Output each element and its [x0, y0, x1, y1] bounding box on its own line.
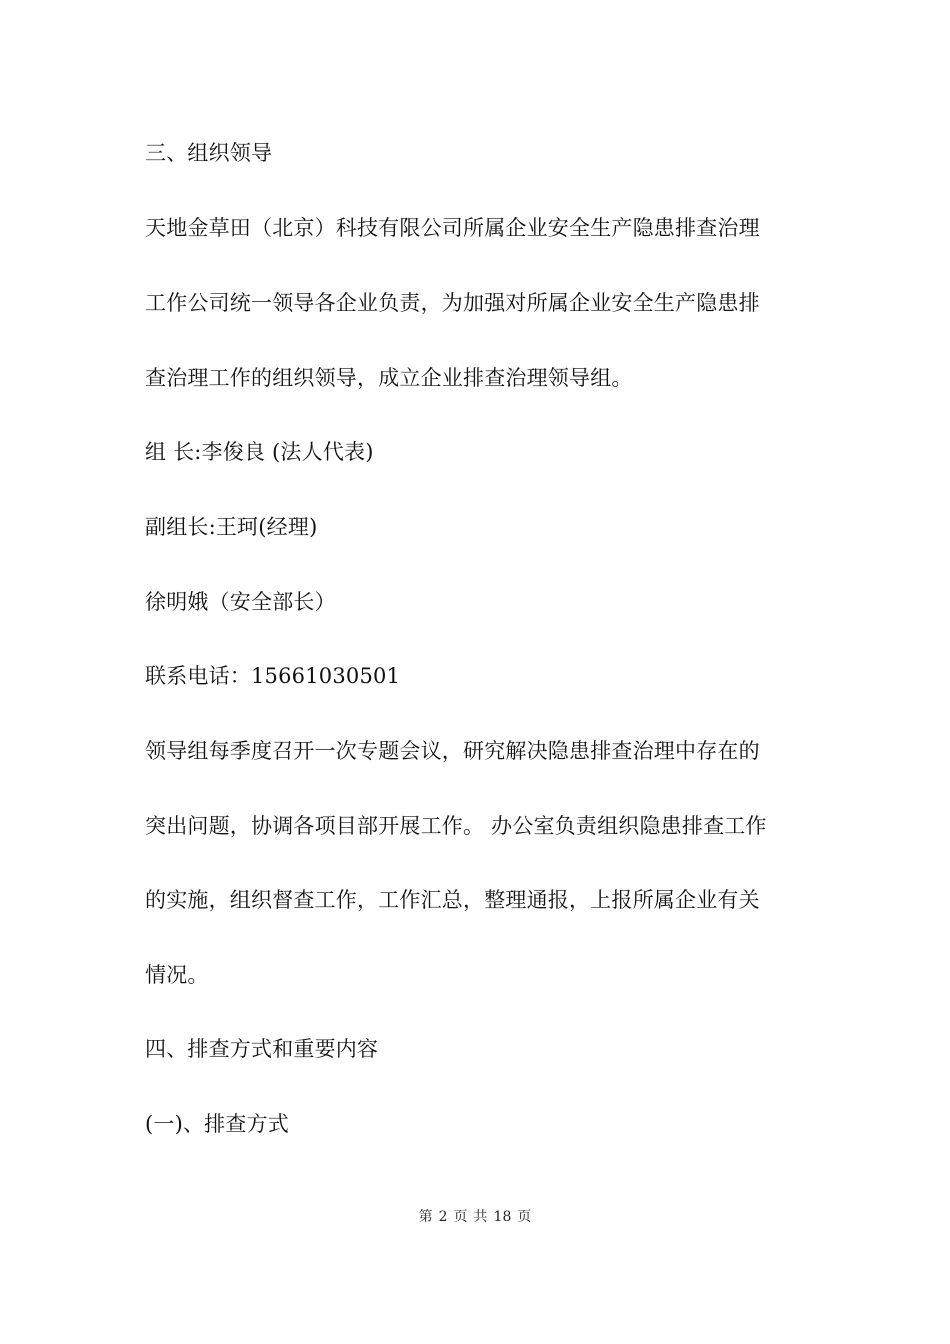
deputy-leader-line: 副组长:王珂(经理)	[145, 515, 318, 539]
leader-line: 组 长:李俊良 (法人代表)	[145, 440, 374, 464]
footer-mid2: 共	[473, 1209, 488, 1225]
paragraph-line: 领导组每季度召开一次专题会议，研究解决隐患排查治理中存在的	[145, 739, 760, 763]
footer-prefix: 第	[418, 1209, 433, 1225]
section-heading-organization: 三、组织领导	[145, 141, 273, 165]
paragraph-line: 的实施，组织督查工作，工作汇总，整理通报，上报所属企业有关	[145, 888, 760, 912]
paragraph-line: 情况。	[145, 963, 209, 987]
paragraph-line: 天地金草田（北京）科技有限公司所属企业安全生产隐患排查治理	[145, 216, 760, 240]
paragraph-line: 查治理工作的组织领导，成立企业排查治理领导组。	[145, 366, 633, 390]
footer-suffix: 页	[517, 1209, 532, 1225]
page-footer	[0, 1207, 950, 1227]
contact-phone-line: 联系电话：15661030501	[145, 664, 401, 688]
paragraph-line: 工作公司统一领导各企业负责，为加强对所属企业安全生产隐患排	[145, 291, 760, 315]
footer-current-page: 2	[438, 1209, 448, 1225]
section-heading-inspection: 四、排查方式和重要内容	[145, 1037, 379, 1061]
footer-total-pages: 18	[493, 1209, 512, 1225]
paragraph-line: 突出问题，协调各项目部开展工作。 办公室负责组织隐患排查工作	[145, 814, 767, 838]
footer-mid1: 页	[453, 1209, 468, 1225]
member-line: 徐明娥（安全部长）	[145, 590, 336, 614]
subsection-heading: (一)、排查方式	[145, 1112, 289, 1136]
